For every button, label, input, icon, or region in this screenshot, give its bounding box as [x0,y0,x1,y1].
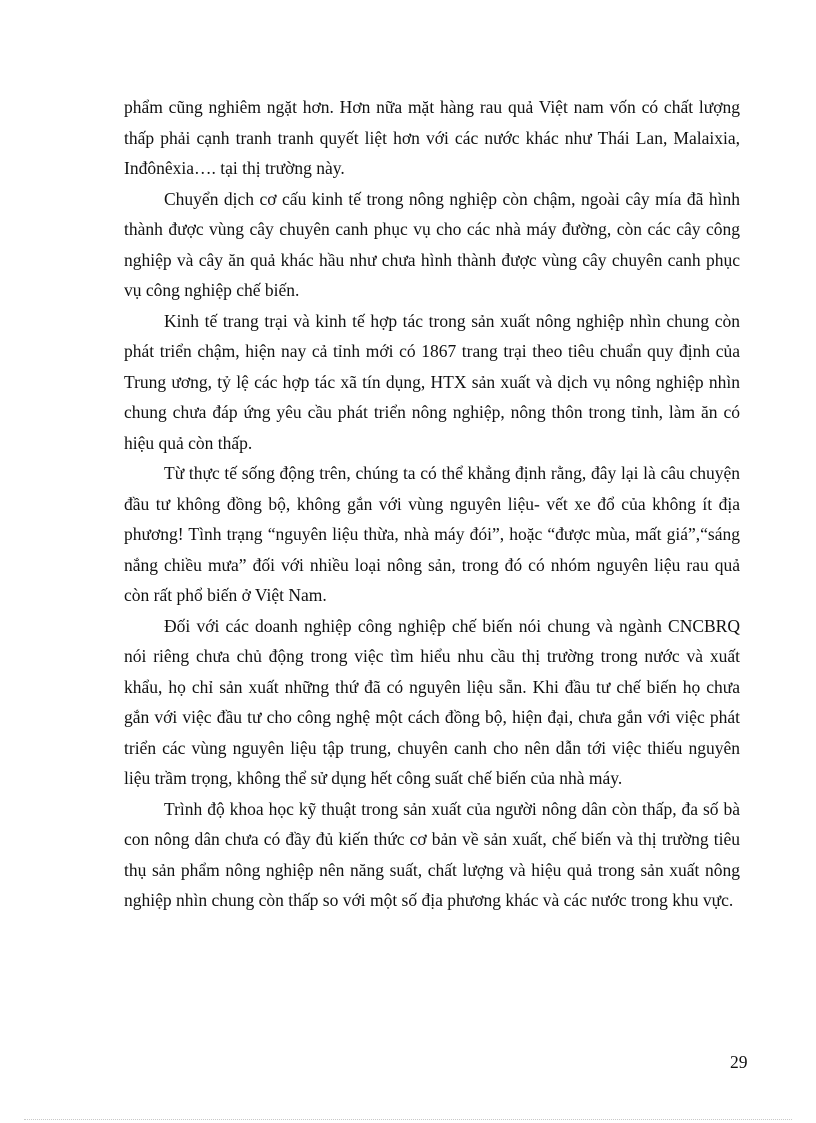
paragraph-5: Đối với các doanh nghiệp công nghiệp chế biến nói chung và ngành CNCBRQ nói riêng chưa chủ động trong việc tìm hiểu nhu cầu thị trường trong nước và xuất khẩu, họ chỉ sản xuất những thứ đã có nguyên liệu sẵn. Khi đầu tư chế biến họ chưa gắn với việc đầu tư cho công nghệ một cách đồng bộ, hiện đại, chưa gắn với việc phát triển các vùng nguyên liệu tập trung, chuyên canh cho nên dẫn tới việc thiếu nguyên liệu trầm trọng, không thể sử dụng hết công suất chế biến của nhà máy. [124,615,740,788]
paragraph-2: Chuyển dịch cơ cấu kinh tế trong nông nghiệp còn chậm, ngoài cây mía đã hình thành được vùng cây chuyên canh phục vụ cho các nhà máy đường, còn các cây công nghiệp và cây ăn quả khác hầu như chưa hình thành được vùng cây chuyên canh phục vụ công nghiệp chế biến. [124,188,740,300]
paragraph-6: Trình độ khoa học kỹ thuật trong sản xuất của người nông dân còn thấp, đa số bà con nông dân chưa có đầy đủ kiến thức cơ bản về sản xuất, chế biến và thị trường tiêu thụ sản phẩm nông nghiệp nên năng suất, chất lượng và hiệu quả trong sản xuất nông nghiệp nhìn chung còn thấp so với một số địa phương khác và các nước trong khu vực. [124,798,740,910]
paragraph-1: phẩm cũng nghiêm ngặt hơn. Hơn nữa mặt hàng rau quả Việt nam vốn có chất lượng thấp phải cạnh tranh tranh quyết liệt hơn với các nước khác như Thái Lan, Malaixia, Inđônêxia…. tại thị trường này. [124,97,740,178]
page-number: 29 [730,1052,748,1072]
page-bottom-divider [24,1119,792,1120]
paragraph-3: Kinh tế trang trại và kinh tế hợp tác trong sản xuất nông nghiệp nhìn chung còn phát triển chậm, hiện nay cả tỉnh mới có 1867 trang trại theo tiêu chuẩn quy định của Trung ương, tỷ lệ các hợp tác xã tín dụng, HTX sản xuất và dịch vụ nông nghiệp nhìn chung chưa đáp ứng yêu cầu phát triển nông nghiệp, nông thôn trong tỉnh, làm ăn có hiệu quả còn thấp. [124,310,740,453]
paragraph-4: Từ thực tế sống động trên, chúng ta có thể khẳng định rằng, đây lại là câu chuyện đầu tư không đồng bộ, không gắn với vùng nguyên liệu- vết xe đổ của không ít địa phương! Tình trạng “nguyên liệu thừa, nhà máy đói”, hoặc “được mùa, mất giá”,“sáng nắng chiều mưa” đối với nhiều loại nông sản, trong đó có nhóm nguyên liệu rau quả còn rất phổ biến ở Việt Nam. [124,463,740,605]
document-body [124,92,740,916]
